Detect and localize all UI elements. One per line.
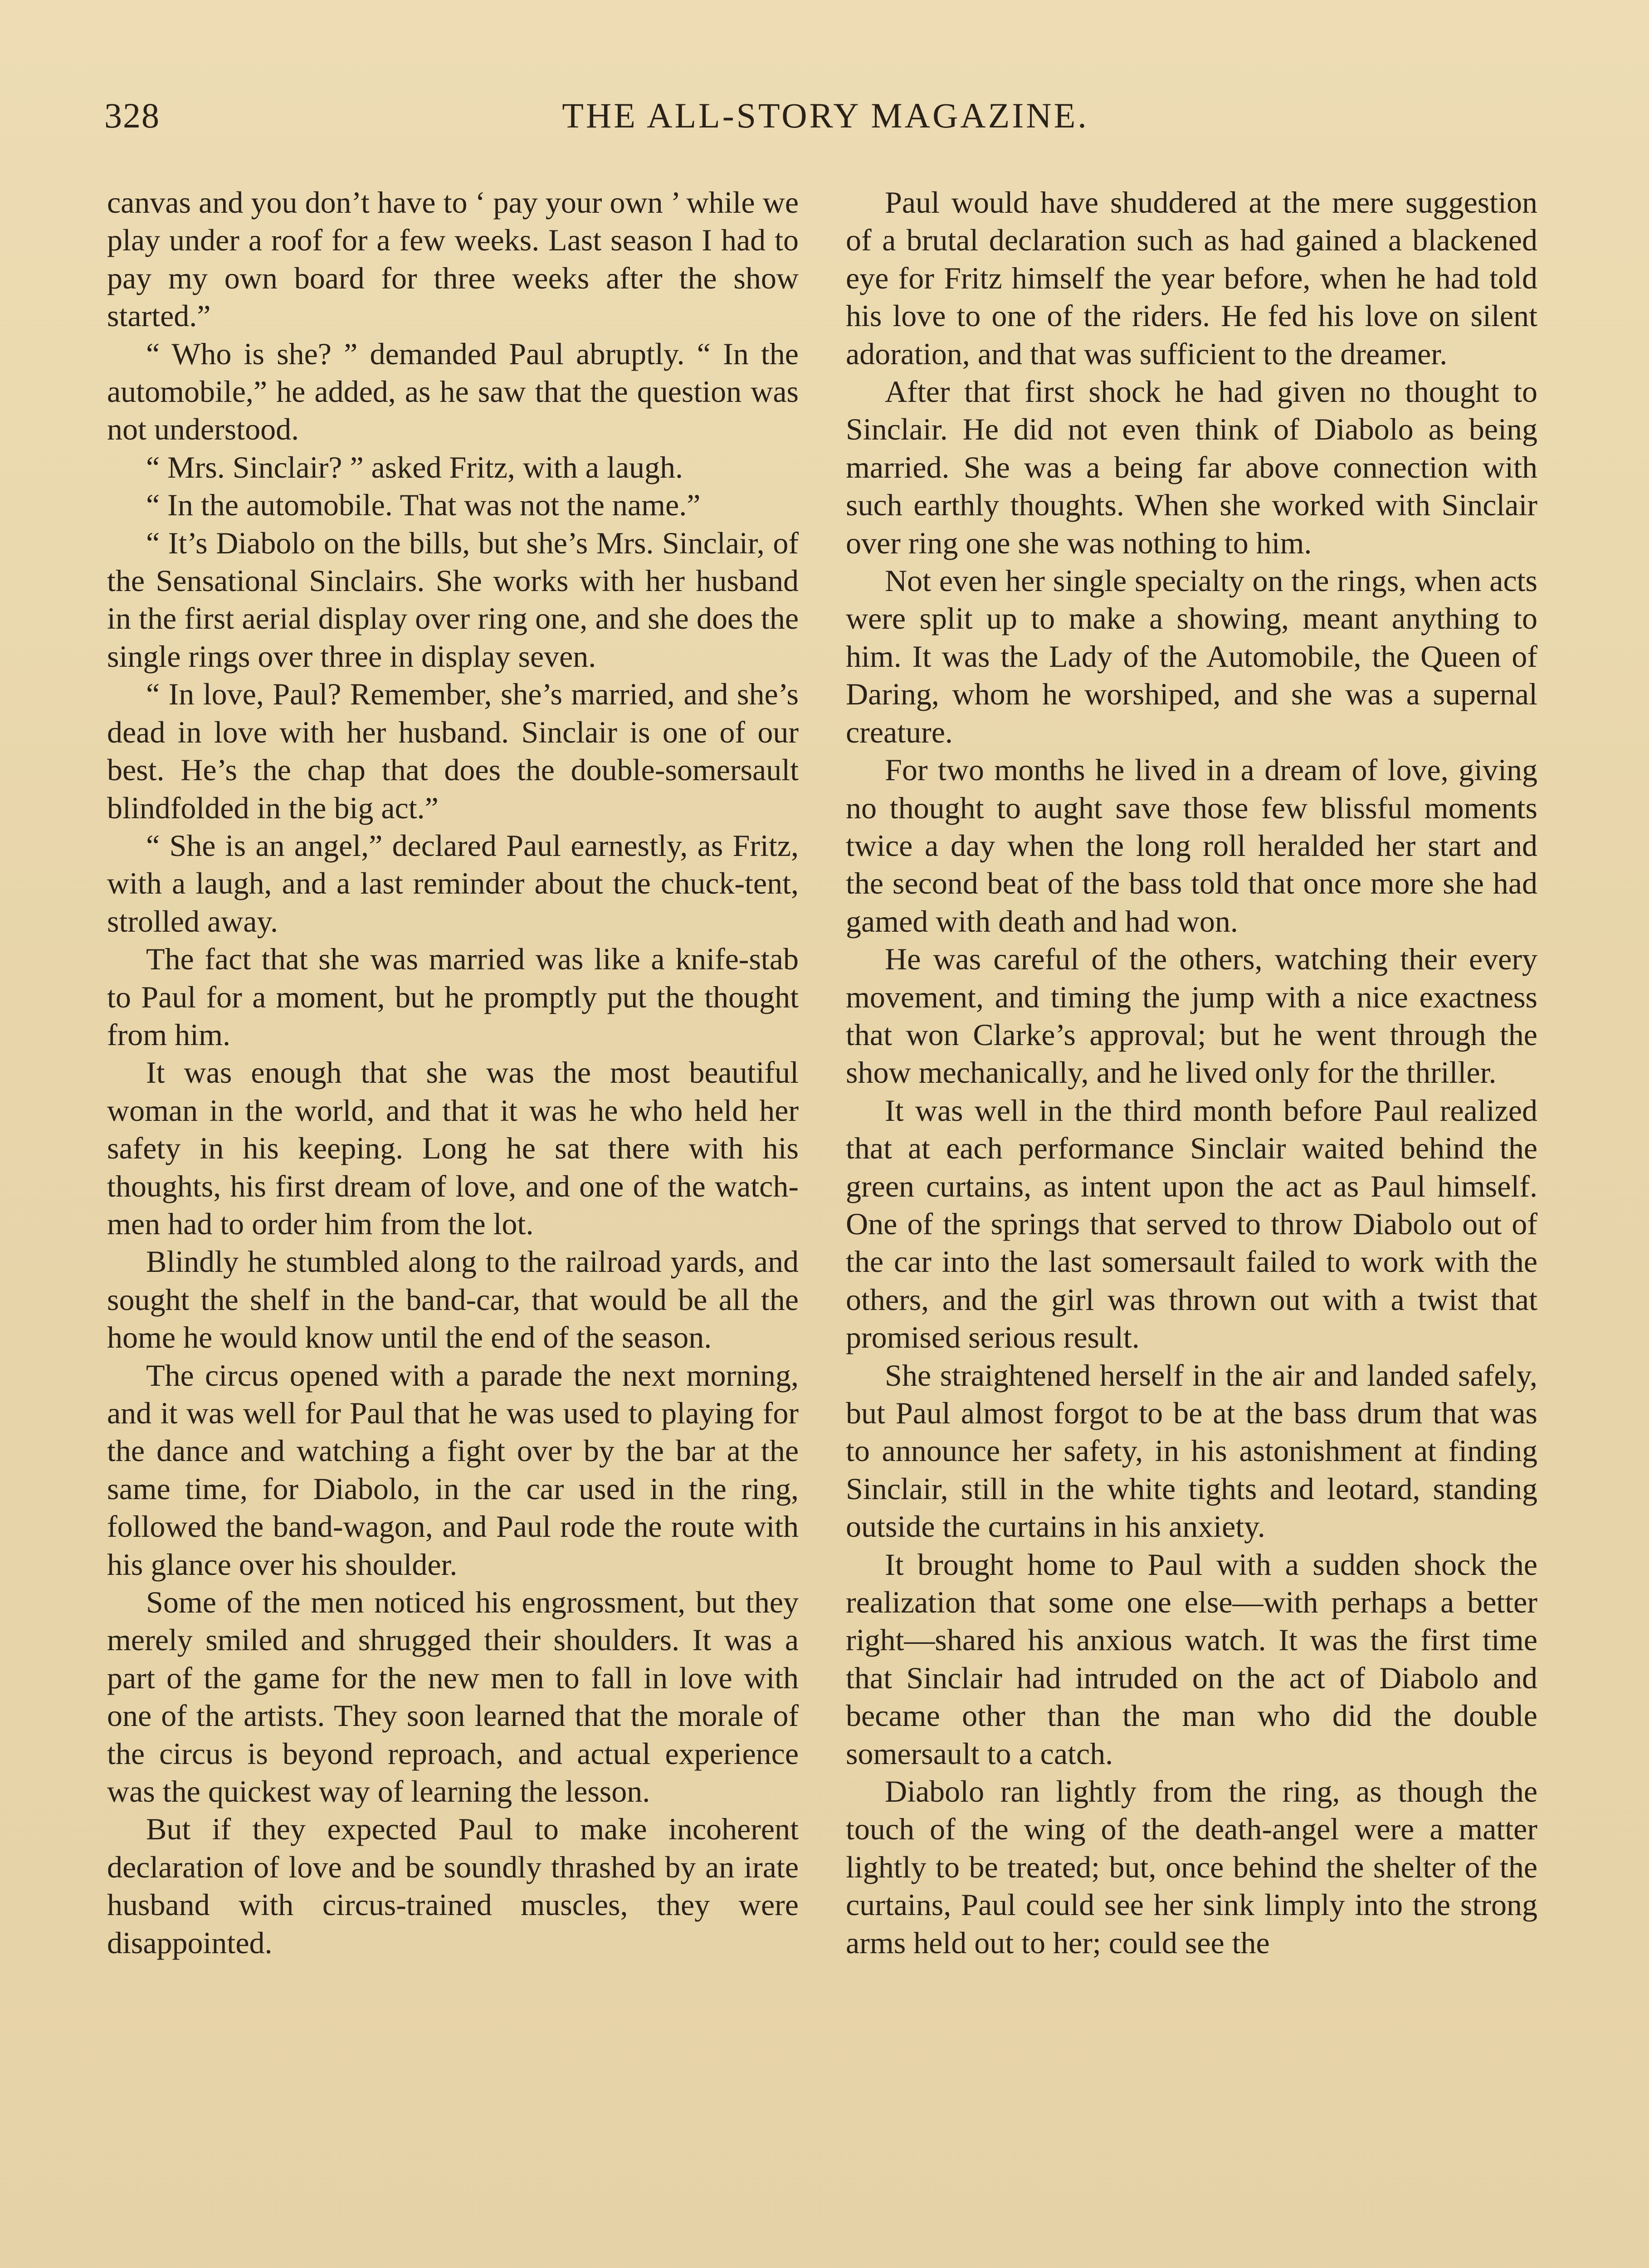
paragraph: “ In the automobile. That was not the name.”: [146, 488, 701, 523]
page-header: [104, 95, 1547, 150]
paragraph: “ She is an angel,” declared Paul earnestly, as Fritz, with a laugh, and a last reminder about the chuck-tent, strolled away.: [107, 828, 799, 938]
paragraph: After that first shock he had given no thought to Sinclair. He did not even think of Diabolo as being married. She was a being far above connection with such earthly thoughts. When she worked with Sinclair over ring one she was nothing to him.: [846, 374, 1537, 560]
paragraph: For two months he lived in a dream of love, giving no thought to aught save those few blissful moments twice a day when the long roll heralded her start and the second beat of the bass told that once more she had gamed with death and had won.: [846, 753, 1537, 938]
paragraph: She straightened herself in the air and landed safely, but Paul almost forgot to be at the bass drum that was to announce her safety, in his astonishment at finding Sinclair, still in the white tights and leotard, standing outside the curtains in his anxiety.: [846, 1358, 1537, 1544]
paragraph: He was careful of the others, watching their every movement, and timing the jump with a nice exactness that won Clarke’s approval; but he went through the show mechanically, and he lived only for the thriller.: [846, 942, 1537, 1090]
running-title: THE ALL-STORY MAGAZINE.: [562, 96, 1089, 135]
paragraph: The circus opened with a parade the next morning, and it was well for Paul that he was used to playing for the dance and watching a fight over by the bar at the same time, for Diabolo, in the car used in the ring, followed the band-wagon, and Paul rode the route with his glance over his shoulder.: [107, 1358, 799, 1582]
paragraph: But if they expected Paul to make incoherent declaration of love and be soundly thrashed by an irate husband with circus-trained muscles, they were disappointed.: [107, 1812, 799, 1960]
right-column: [846, 184, 1537, 1962]
paragraph: “ In love, Paul? Remember, she’s married, and she’s dead in love with her husband. Sinclair is one of our best. He’s the chap that does the double-somersault blindfolded in the big act.”: [107, 677, 799, 825]
paragraph: Paul would have shuddered at the mere suggestion of a brutal declaration such as had gained a blackened eye for Fritz himself the year before, when he had told his love to one of the riders. He fed his love on silent adoration, and that was sufficient to the dreamer.: [846, 185, 1537, 371]
paragraph: “ Mrs. Sinclair? ” asked Fritz, with a laugh.: [146, 450, 683, 484]
paragraph: Diabolo ran lightly from the ring, as though the touch of the wing of the death-angel were a matter lightly to be treated; but, once behind the shelter of the curtains, Paul could see her sink limply into the strong arms held out to her; could see the: [846, 1774, 1537, 1960]
paragraph: Blindly he stumbled along to the railroad yards, and sought the shelf in the band-car, that would be all the home he would know until the end of the season.: [107, 1244, 799, 1355]
paragraph: “ Who is she? ” demanded Paul abruptly. “ In the automobile,” he added, as he saw that the question was not understood.: [107, 336, 799, 447]
paragraph: The fact that she was married was like a knife-stab to Paul for a moment, but he promptly put the thought from him.: [107, 942, 799, 1052]
paragraph: canvas and you don’t have to ‘ pay your own ’ while we play under a roof for a few weeks. Last season I had to pay my own board for three weeks after the show started.”: [107, 185, 799, 333]
paragraph: It was well in the third month before Paul realized that at each performance Sinclair waited behind the green curtains, as intent upon the act as Paul himself. One of the springs that served to throw Diabolo out of the car into the last somersault failed to work with the others, and the girl was thrown out with a twist that promised serious result.: [846, 1093, 1537, 1355]
left-column: [107, 184, 799, 1962]
paragraph: It brought home to Paul with a sudden shock the realization that some one else—with perhaps a better right—shared his anxious watch. It was the first time that Sinclair had intruded on the act of Diabolo and became other than the man who did the double somersault to a catch.: [846, 1547, 1537, 1771]
paragraph: It was enough that she was the most beautiful woman in the world, and that it was he who held her safety in his keeping. Long he sat there with his thoughts, his first dream of love, and one of the watchmen had to order him from the lot.: [107, 1055, 799, 1241]
paragraph: Not even her single specialty on the rings, when acts were split up to make a showing, meant anything to him. It was the Lady of the Automobile, the Queen of Daring, whom he worshiped, and she was a supernal creature.: [846, 563, 1537, 749]
paragraph: “ It’s Diabolo on the bills, but she’s Mrs. Sinclair, of the Sensational Sinclairs. She works with her husband in the first aerial display over ring one, and she does the single rings over three in display seven.: [107, 525, 799, 674]
page-number: 328: [104, 96, 160, 135]
paragraph: Some of the men noticed his engrossment, but they merely smiled and shrugged their shoulders. It was a part of the game for the new men to fall in love with one of the artists. They soon learned that the morale of the circus is beyond reproach, and actual experience was the quickest way of learning the lesson.: [107, 1585, 799, 1809]
